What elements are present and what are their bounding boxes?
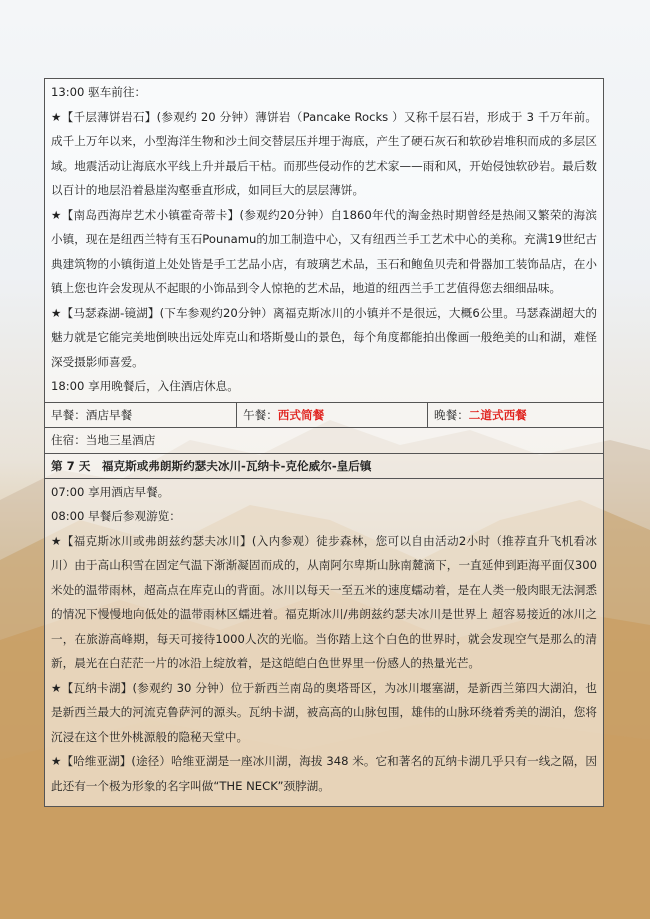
itinerary-line: ★【南岛西海岸艺术小镇霍奇蒂卡】(参观约20分钟）自1860年代的淘金热时期曾经是热闹又繁荣的海滨小镇，现在是纽西兰特有玉石Pounamu的加工制造中心，又有纽西兰手工艺术中心的美称。充满19世纪古典建筑物的小镇街道上处处皆是手工艺品小店，有玻璃艺术品，玉石和鲍鱼贝壳和骨器加工装饰品店，在小镇上您也许会发现从不起眼的小饰品到令人惊艳的艺术品，地道的纽西兰手工艺值得您去细细品味。: [51, 207, 597, 295]
itinerary-line: 13:00 驱车前往：: [51, 85, 147, 99]
itinerary-line: ★【马瑟森湖-镜湖】(下车参观约20分钟）离福克斯冰川的小镇并不是很远，大概6公里。马瑟森湖超大的魅力就是它能完美地倒映出远处库克山和塔斯曼山的景色，每个角度都能拍出像画一般绝美的山和湖，难怪深受摄影师喜爱。: [51, 305, 597, 369]
breakfast-cell: [45, 403, 236, 427]
itinerary-table: [44, 78, 604, 807]
dinner-value: 二道式西餐: [468, 407, 527, 422]
itinerary-line: ★【哈维亚湖】(途径）哈维亚湖是一座冰川湖，海拔 348 米。它和著名的瓦纳卡湖几乎只有一线之隔，因此还有一个极为形象的名字叫做“THE NECK”颈脖湖。: [51, 754, 597, 793]
itinerary-line: ★【瓦纳卡湖】(参观约 30 分钟）位于新西兰南岛的奥塔哥区，为冰川堰塞湖，是新西兰第四大湖泊，也是新西兰最大的河流克鲁萨河的源头。瓦纳卡湖，被高高的山脉包围，雄伟的山脉环绕着秀美的湖泊，您将沉浸在这个世外桃源般的隐秘天堂中。: [51, 680, 597, 744]
itinerary-line: ★【福克斯冰川或弗朗兹约瑟夫冰川】(入内参观）徒步森林，您可以自由活动2小时（推荐直升飞机看冰川）由于高山积雪在固定气温下渐渐凝固而成的，从南阿尔卑斯山脉南麓滴下，一直延伸到距海平面仅300米处的温带雨林，超高点在库克山的背面。冰川以每天一至五米的速度蠕动着，是在人类一般肉眼无法洞悉的情况下慢慢地向低处的温带雨林区蠕进着。福克斯冰川/弗朗兹约瑟夫冰川是世界上 超容易接近的冰川之一，在旅游高峰期，每天可接待1000人次的光临。当你踏上这个白色的世界时，就会发现空气是那么的清新，晨光在白茫茫一片的冰沿上绽放着，是这皑皑白色世界里一份感人的热量光芒。: [51, 533, 597, 670]
itinerary-line: ★【千层薄饼岩石】(参观约 20 分钟）薄饼岩（Pancake Rocks ）又称千层石岩，形成于 3 千万年前。成千上万年以来，小型海洋生物和沙土间交替层压并埋于海底，产生了硬石灰石和软砂岩堆积而成的多层区域。地震活动让海底水平线上升并最后干枯。而那些侵动作的艺术家——雨和风，开始侵蚀软砂岩。最后数以百计的地层沿着悬崖沟壑垂直形成，如同巨大的层层薄饼。: [51, 109, 597, 197]
lunch-value: 西式简餐: [277, 407, 325, 422]
breakfast-value: 酒店早餐: [85, 407, 133, 422]
dinner-label: 晚餐：: [434, 407, 469, 422]
dinner-cell: [427, 403, 603, 427]
day7-title: 第 7 天 福克斯或弗朗斯约瑟夫冰川-瓦纳卡-克伦威尔-皇后镇: [45, 454, 603, 479]
itinerary-line: 08:00 早餐后参观游览：: [51, 509, 181, 523]
meals-row: [45, 403, 603, 428]
day7-section: [45, 479, 603, 807]
itinerary-line: 18:00 享用晚餐后，入住酒店休息。: [51, 379, 239, 393]
lodging-row: 住宿：当地三星酒店: [45, 428, 603, 454]
lunch-cell: [236, 403, 427, 427]
itinerary-line: 07:00 享用酒店早餐。: [51, 484, 170, 499]
day6-afternoon-section: [45, 79, 603, 403]
breakfast-label: 早餐：: [51, 407, 86, 422]
lunch-label: 午餐：: [243, 407, 278, 422]
